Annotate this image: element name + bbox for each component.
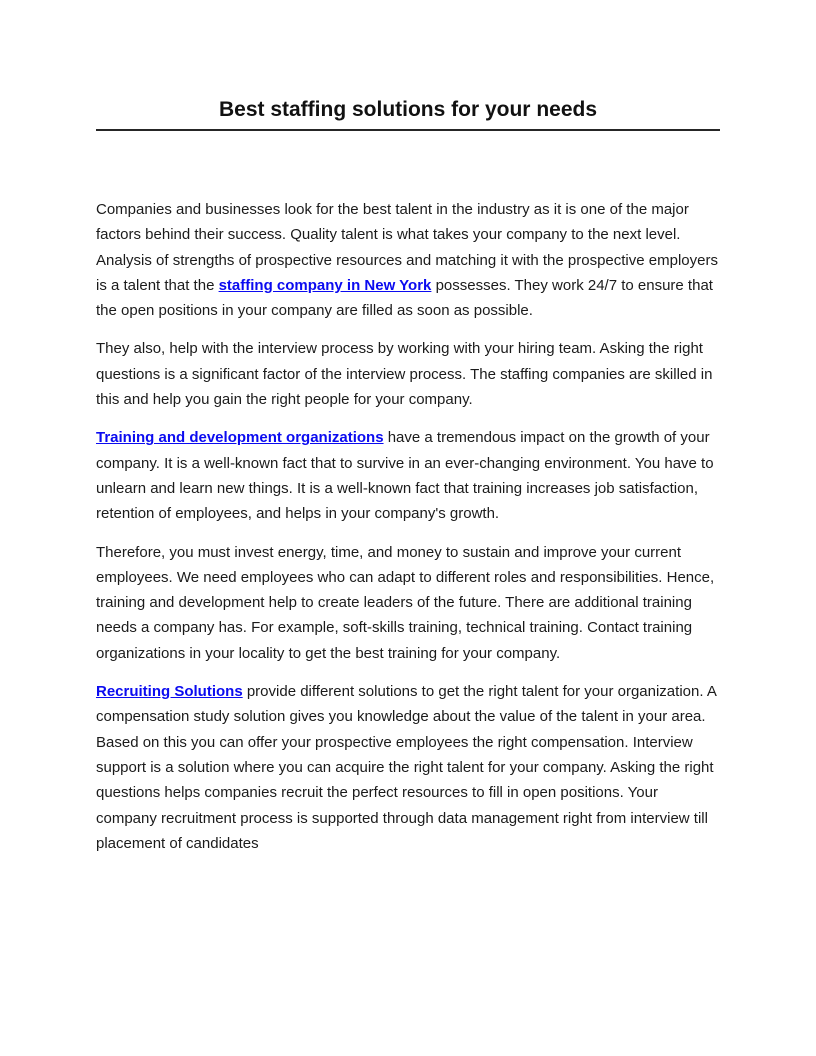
staffing-company-in-new-york-link[interactable]: staffing company in New York	[218, 276, 432, 294]
paragraph-text: provide different solutions to get the right talent for your organization. A compensation study solution gives you knowledge about the value of the talent in your area. Based on this you can offer your prospective employees the right compensation. Interview support is a solution where you can acquire the right talent for your company. Asking the right questions helps companies recruit the perfect resources to fill in open positions. Your company recruitment process is supported through data management right from interview till placement of candidates	[96, 683, 717, 852]
document-title: Best staffing solutions for your needs	[96, 95, 720, 131]
paragraph-text: Companies and businesses look for the best talent in the industry as it is one of the major factors behind their success. Quality talent is what takes your company to the next level. Analysis of strengths of prospective resources and matching it with the prospective employers is a talent that the	[96, 201, 718, 294]
paragraph-text: have a tremendous impact on the growth of your company. It is a well-known fact that to survive in an ever-changing environment. You have to unlearn and learn new things. It is a well-known fact that training increases job satisfaction, retention of employees, and helps in your company's growth.	[96, 429, 714, 523]
paragraph	[96, 540, 720, 666]
paragraph	[96, 425, 720, 526]
paragraph	[96, 197, 720, 323]
training-and-development-organizations-link[interactable]: Training and development organizations	[96, 429, 384, 447]
paragraph	[96, 336, 720, 412]
paragraph-text: Therefore, you must invest energy, time, and money to sustain and improve your current employees. We need employees who can adapt to different roles and responsibilities. Hence, training and development help to create leaders of the future. There are additional training needs a company has. For example, soft-skills training, technical training. Contact training organizations in your locality to get the best training for your company.	[96, 543, 715, 662]
paragraph-text: possesses. They work 24/7 to ensure that the open positions in your company are filled as soon as possible.	[96, 276, 713, 320]
paragraph	[96, 679, 720, 856]
paragraph-text: They also, help with the interview process by working with your hiring team. Asking the right questions is a significant factor of the interview process. The staffing companies are skilled in this and help you gain the right people for your company.	[96, 340, 713, 409]
document-body	[96, 197, 720, 856]
recruiting-solutions-link[interactable]: Recruiting Solutions	[96, 683, 243, 701]
